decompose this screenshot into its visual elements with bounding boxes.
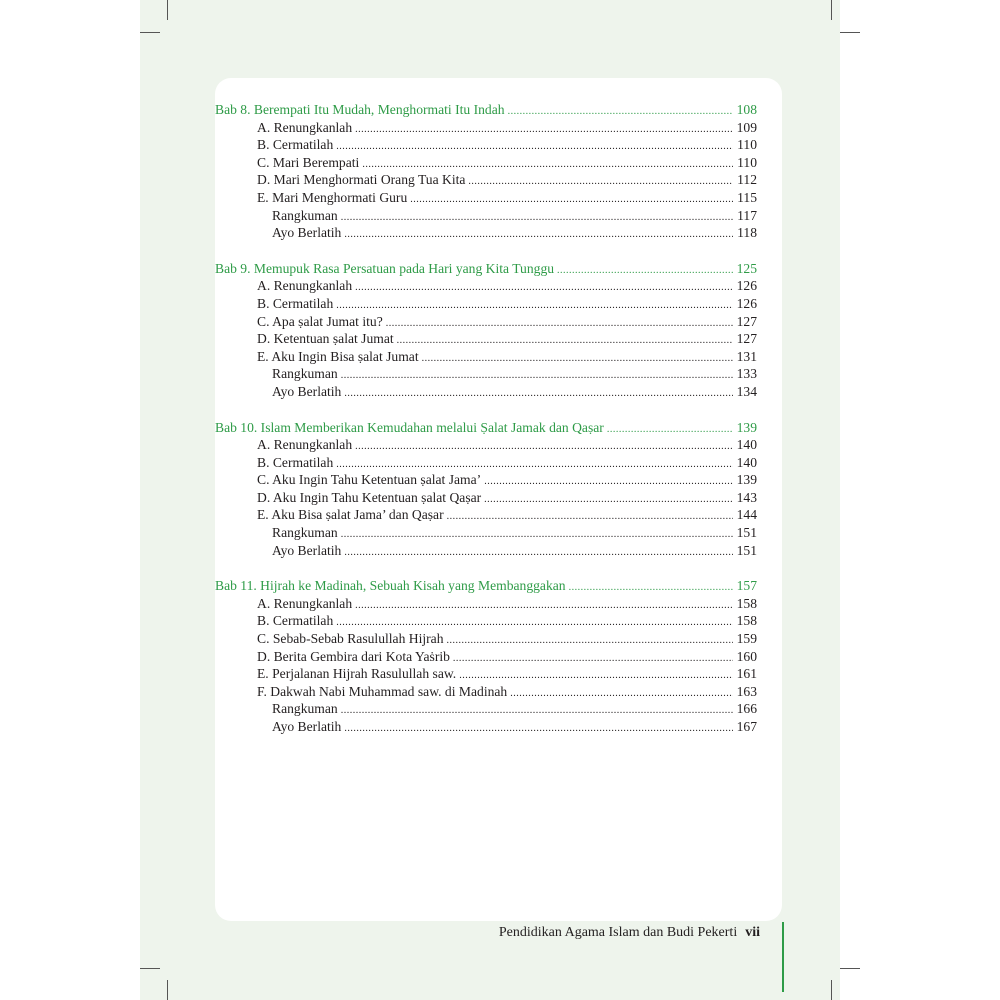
toc-chapter-heading-page-number: 108	[736, 102, 757, 117]
dot-leader	[355, 597, 732, 615]
toc-entry-page-number: 110	[737, 137, 757, 153]
toc-entry-page-number: 109	[736, 119, 757, 135]
toc-entry-page-number: 127	[736, 331, 757, 347]
toc-entry[interactable]	[215, 224, 757, 242]
crop-mark-bottom-left-horizontal	[140, 968, 160, 969]
dot-leader	[453, 650, 733, 668]
toc-entry[interactable]	[215, 612, 757, 630]
toc-entry[interactable]	[215, 348, 757, 366]
toc-entry-page-number: 117	[737, 207, 757, 223]
toc-chapter-heading-page-number: 139	[736, 419, 757, 435]
toc-entry-page-number: 163	[736, 683, 757, 699]
crop-mark-top-right-vertical	[831, 0, 832, 20]
toc-entry-label: Ayo Berlatih	[272, 225, 342, 241]
toc-entry-page-number: 158	[736, 595, 757, 611]
footer-accent-rule	[782, 922, 784, 992]
toc-chapter-heading[interactable]	[215, 101, 757, 119]
toc-entry-label: D. Aku Ingin Tahu Ketentuan ṣalat Qaṣar	[257, 489, 482, 505]
toc-chapter-heading-label: Bab 8. Berempati Itu Mudah, Menghormati Itu Indah	[215, 102, 505, 117]
toc-chapter	[215, 101, 757, 242]
toc-chapter-heading-label: Bab 11. Hijrah ke Madinah, Sebuah Kisah yang Membanggakan	[215, 578, 566, 594]
toc-entry-label: B. Cermatilah	[257, 137, 334, 153]
toc-entry-label: A. Renungkanlah	[257, 278, 353, 294]
dot-leader	[484, 473, 732, 491]
toc-entry[interactable]	[215, 471, 757, 489]
toc-entry-page-number: 133	[736, 366, 757, 382]
toc-entry-page-number: 159	[736, 631, 757, 647]
toc-entry[interactable]	[215, 365, 757, 383]
dot-leader	[341, 367, 733, 385]
toc-entry-page-number: 144	[736, 507, 757, 523]
toc-entry-page-number: 126	[736, 295, 757, 311]
toc-chapter-heading-label: Bab 10. Islam Memberikan Kemudahan melalui Ṣalat Jamak dan Qaṣar	[215, 419, 604, 435]
toc-entry-page-number: 127	[736, 313, 757, 329]
toc-entry-page-number: 143	[736, 489, 757, 505]
toc-entry[interactable]	[215, 489, 757, 507]
toc-entry[interactable]	[215, 718, 757, 736]
dot-leader	[484, 491, 732, 509]
toc-entry[interactable]	[215, 295, 757, 313]
dot-leader	[569, 579, 733, 597]
toc-entry-label: A. Renungkanlah	[257, 595, 353, 611]
toc-entry[interactable]	[215, 119, 757, 137]
toc-entry-page-number: 112	[737, 172, 757, 188]
toc-entry-label: E. Perjalanan Hijrah Rasulullah saw.	[257, 666, 457, 682]
dot-leader	[508, 103, 733, 121]
toc-entry-label: Rangkuman	[272, 525, 338, 541]
toc-entry[interactable]	[215, 436, 757, 454]
dot-leader	[447, 632, 733, 650]
toc-entry-page-number: 134	[736, 383, 757, 399]
dot-leader	[341, 209, 733, 227]
toc-entry-page-number: 160	[736, 648, 757, 664]
toc-entry[interactable]	[215, 700, 757, 718]
dot-leader	[422, 350, 733, 368]
toc-entry-label: Ayo Berlatih	[272, 719, 342, 734]
toc-entry[interactable]	[215, 506, 757, 524]
toc-entry[interactable]	[215, 330, 757, 348]
dot-leader	[344, 385, 732, 403]
dot-leader	[344, 544, 732, 562]
page-footer	[400, 925, 760, 941]
toc-chapter-heading[interactable]	[215, 260, 757, 278]
dot-leader	[336, 297, 732, 315]
dot-leader	[355, 121, 732, 139]
dot-leader	[468, 173, 733, 191]
crop-mark-top-right-horizontal	[840, 32, 860, 33]
toc-entry-page-number: 161	[736, 666, 757, 682]
dot-leader	[336, 138, 733, 156]
toc-entry-label: D. Mari Menghormati Orang Tua Kita	[257, 172, 466, 188]
dot-leader	[355, 438, 732, 456]
toc-entry-label: A. Renungkanlah	[257, 119, 353, 135]
toc-entry-page-number: 166	[736, 701, 757, 717]
toc-entry[interactable]	[215, 313, 757, 331]
toc-entry[interactable]	[215, 595, 757, 613]
toc-chapter-heading[interactable]	[215, 419, 757, 437]
toc-entry-label: E. Aku Ingin Bisa ṣalat Jumat	[257, 348, 419, 364]
toc-chapter	[215, 419, 757, 560]
toc-chapter-heading-label: Bab 9. Memupuk Rasa Persatuan pada Hari yang Kita Tunggu	[215, 260, 555, 276]
dot-leader	[410, 191, 733, 209]
crop-mark-top-left-vertical	[167, 0, 168, 20]
toc-entry-label: E. Mari Menghormati Guru	[257, 189, 408, 205]
crop-mark-bottom-left-vertical	[167, 980, 168, 1000]
toc-entry[interactable]	[215, 136, 757, 154]
toc-entry-label: C. Sebab-Sebab Rasulullah Hijrah	[257, 631, 444, 647]
toc-entry[interactable]	[215, 630, 757, 648]
toc-entry[interactable]	[215, 189, 757, 207]
toc-entry-label: C. Aku Ingin Tahu Ketentuan ṣalat Jama’	[257, 472, 482, 488]
dot-leader	[344, 720, 732, 738]
toc-entry-page-number: 158	[736, 613, 757, 629]
toc-entry-page-number: 140	[736, 437, 757, 453]
toc-entry-label: B. Cermatilah	[257, 613, 334, 629]
toc-entry[interactable]	[215, 207, 757, 225]
toc-entry-label: Rangkuman	[272, 207, 338, 223]
toc-entry[interactable]	[215, 648, 757, 666]
toc-entry[interactable]	[215, 171, 757, 189]
toc-entry-page-number: 140	[736, 454, 757, 470]
dot-leader	[607, 421, 733, 439]
toc-entry[interactable]	[215, 524, 757, 542]
dot-leader	[344, 226, 733, 244]
toc-chapter-heading[interactable]	[215, 577, 757, 595]
toc-entry-label: D. Berita Gembira dari Kota Yaṡrib	[257, 648, 450, 664]
toc-entry[interactable]	[215, 277, 757, 295]
toc-entry-label: B. Cermatilah	[257, 295, 334, 311]
dot-leader	[397, 332, 733, 350]
toc-entry-label: Rangkuman	[272, 701, 338, 717]
toc-chapter	[215, 260, 757, 401]
toc-chapter-heading-page-number: 157	[736, 578, 757, 594]
toc-entry-label: C. Mari Berempati	[257, 154, 360, 170]
dot-leader	[341, 526, 733, 544]
toc-entry-page-number: 151	[736, 542, 757, 558]
toc-entry-label: F. Dakwah Nabi Muhammad saw. di Madinah	[257, 683, 508, 699]
toc-entry-label: Ayo Berlatih	[272, 383, 342, 399]
toc-entry-page-number: 110	[737, 154, 757, 170]
toc-entry[interactable]	[215, 542, 757, 560]
dot-leader	[510, 685, 732, 703]
toc-entry-page-number: 167	[736, 719, 757, 734]
crop-mark-bottom-right-vertical	[831, 980, 832, 1000]
footer-page-number: vii	[745, 925, 760, 940]
dot-leader	[386, 315, 733, 333]
toc-chapter	[215, 577, 757, 735]
dot-leader	[557, 262, 733, 280]
toc-entry-page-number: 115	[737, 189, 757, 205]
toc-entry[interactable]	[215, 454, 757, 472]
toc-entry[interactable]	[215, 665, 757, 683]
dot-leader	[341, 702, 733, 720]
toc-entry-page-number: 139	[736, 472, 757, 488]
toc-entry-page-number: 151	[736, 525, 757, 541]
dot-leader	[355, 279, 732, 297]
toc-entry-page-number: 126	[736, 278, 757, 294]
toc-entry-label: C. Apa ṣalat Jumat itu?	[257, 313, 383, 329]
toc-entry-label: E. Aku Bisa ṣalat Jama’ dan Qaṣar	[257, 507, 444, 523]
toc-entry-page-number: 131	[736, 348, 757, 364]
toc-entry-label: B. Cermatilah	[257, 454, 334, 470]
toc-entry[interactable]	[215, 383, 757, 401]
toc-entry-label: A. Renungkanlah	[257, 437, 353, 453]
crop-mark-bottom-right-horizontal	[840, 968, 860, 969]
toc-entry-label: Rangkuman	[272, 366, 338, 382]
toc-entry-page-number: 118	[737, 225, 757, 241]
toc-entry-label: D. Ketentuan ṣalat Jumat	[257, 331, 394, 347]
toc-entry-label: Ayo Berlatih	[272, 542, 342, 558]
toc-entry[interactable]	[215, 683, 757, 701]
table-of-contents	[215, 101, 757, 754]
footer-book-title: Pendidikan Agama Islam dan Budi Pekerti	[498, 925, 738, 940]
toc-entry[interactable]	[215, 154, 757, 172]
crop-mark-top-left-horizontal	[140, 32, 160, 33]
toc-chapter-heading-page-number: 125	[736, 260, 757, 276]
dot-leader	[447, 508, 733, 526]
